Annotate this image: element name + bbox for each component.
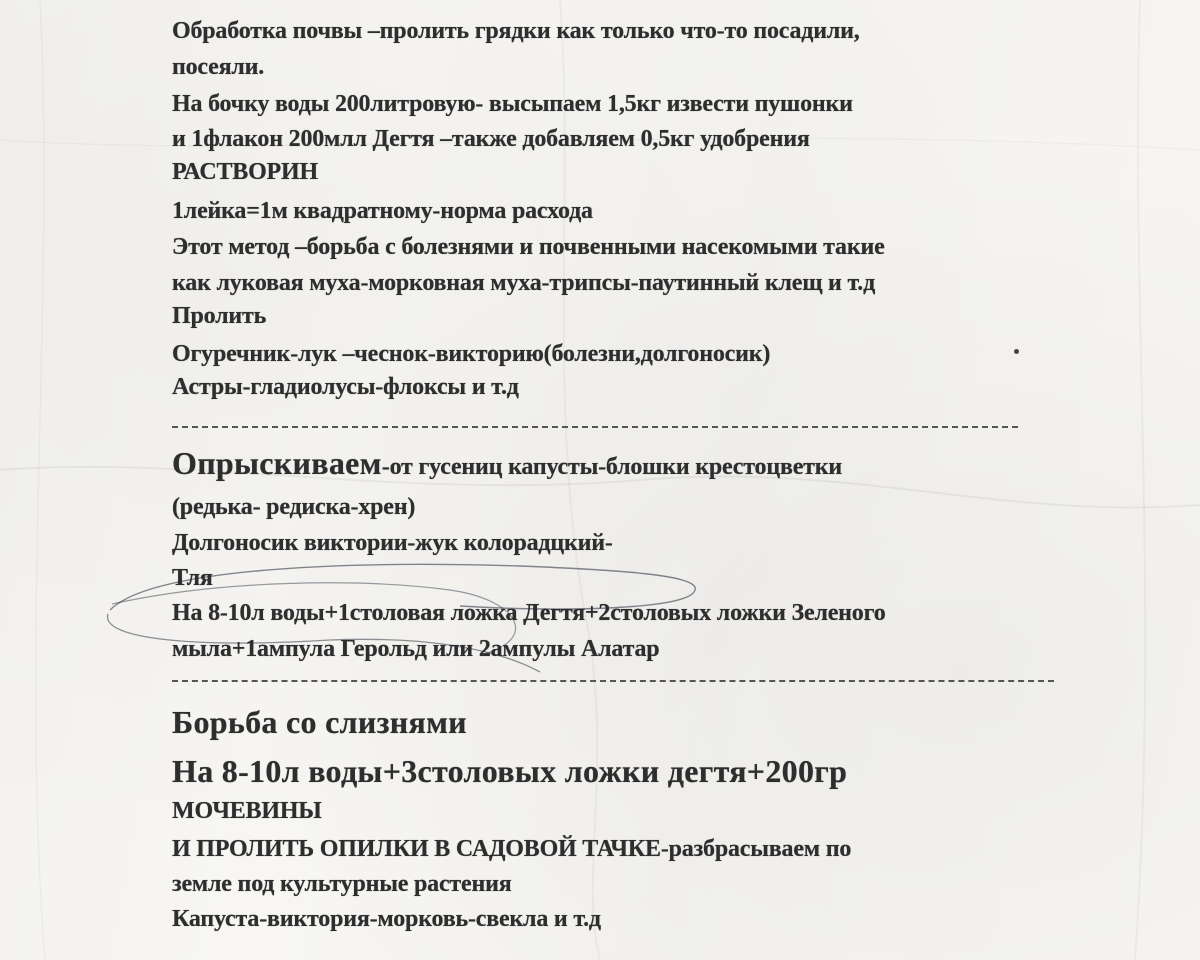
doc-line: РАСТВОРИН — [172, 159, 318, 185]
section-heading: Опрыскиваем — [172, 445, 382, 481]
doc-line: 1лейка=1м квадратному-норма расхода — [172, 198, 593, 224]
section-heading-rest: -от гусениц капусты-блошки крестоцветки — [381, 454, 843, 480]
doc-line: Астры-гладиолусы-флоксы и т.д — [172, 374, 519, 400]
section-heading-line — [172, 444, 842, 482]
speck-mark — [1014, 349, 1019, 354]
doc-line: На бочку воды 200литровую- высыпаем 1,5кг извести пушонки — [172, 91, 853, 117]
instruction-rest: -разбрасываем по — [660, 836, 852, 862]
doc-line: и 1флакон 200млл Дегтя –также добавляем 0,5кг удобрения — [172, 126, 810, 152]
doc-line: земле под культурные растения — [172, 871, 512, 897]
doc-line: мыла+1ампула Герольд или 2ампулы Алатар — [172, 636, 660, 662]
doc-line: как луковая муха-морковная муха-трипсы-паутинный клещ и т.д — [172, 270, 876, 296]
doc-line: Пролить — [172, 303, 267, 329]
doc-line: (редька- редиска-хрен) — [172, 494, 416, 520]
doc-line: Капуста-виктория-морковь-свекла и т.д — [172, 906, 601, 932]
doc-line: Обработка почвы –пролить грядки как только что-то посадили, — [172, 18, 860, 44]
doc-line: посеяли. — [172, 54, 265, 80]
doc-line: Этот метод –борьба с болезнями и почвенными насекомыми такие — [172, 234, 885, 260]
section-divider — [172, 426, 1018, 428]
doc-line-large: На 8-10л воды+3столовых ложки дегтя+200гр — [172, 753, 848, 789]
doc-line: Тля — [172, 565, 213, 591]
section-divider — [172, 680, 1054, 682]
doc-line: Огуречник-лук –чеснок-викторию(болезни,долгоносик) — [172, 341, 771, 367]
doc-line-mixed — [172, 834, 851, 864]
caps-instruction: И ПРОЛИТЬ ОПИЛКИ В САДОВОЙ ТАЧКЕ — [172, 836, 661, 862]
doc-line: Долгоносик виктории-жук колорадцкий- — [172, 530, 613, 556]
doc-line: МОЧЕВИНЫ — [172, 798, 322, 824]
section-heading: Борьба со слизнями — [172, 704, 467, 740]
doc-line: На 8-10л воды+1столовая ложка Дегтя+2столовых ложки Зеленого — [172, 600, 886, 626]
